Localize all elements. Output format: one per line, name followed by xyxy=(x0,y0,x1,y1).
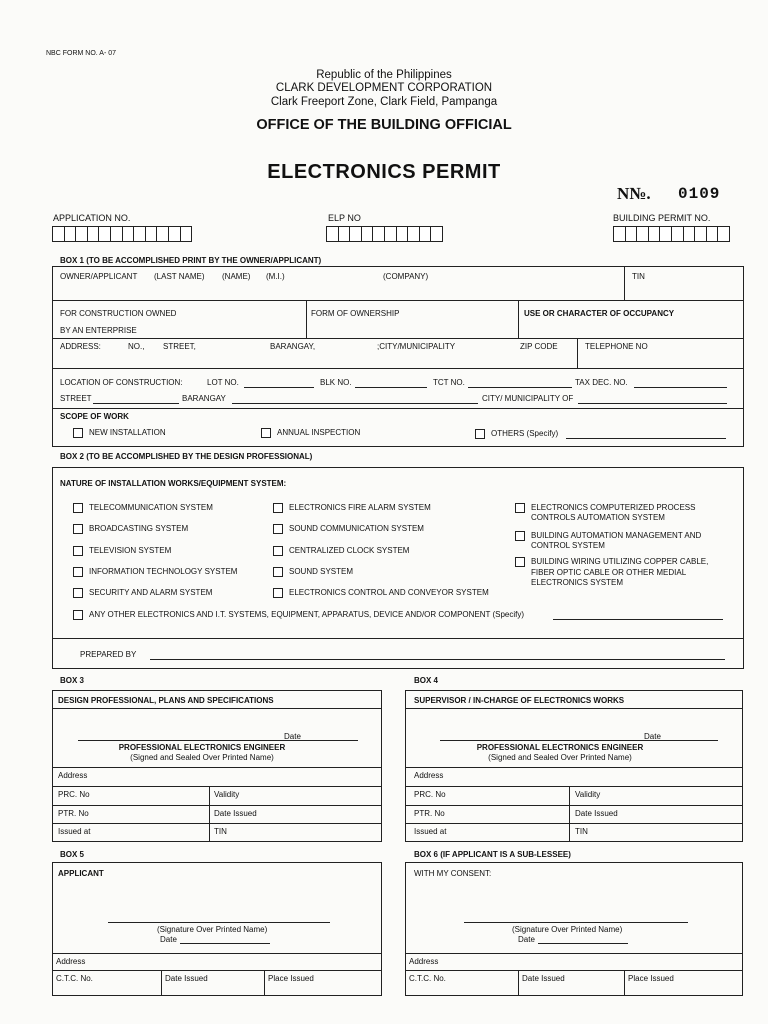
box5-title: APPLICANT xyxy=(58,869,104,878)
box4-title: SUPERVISOR / IN-CHARGE OF ELECTRONICS WORKS xyxy=(414,696,625,705)
box6-address: Address xyxy=(409,957,439,966)
checkbox-label: TELEVISION SYSTEM xyxy=(89,546,172,556)
checkbox-fire-alarm[interactable] xyxy=(273,503,431,513)
scope-others[interactable] xyxy=(475,429,558,439)
box1-heading: BOX 1 (TO BE ACCOMPLISHED PRINT BY THE OWNER/APPLICANT) xyxy=(60,256,322,265)
box3-address: Address xyxy=(58,771,88,780)
box6-date-issued: Date Issued xyxy=(522,974,565,983)
lot-no-label: LOT NO. xyxy=(207,378,239,387)
checkbox[interactable] xyxy=(515,557,525,567)
checkbox[interactable] xyxy=(273,546,283,556)
checkbox[interactable] xyxy=(73,610,83,620)
checkbox-label: ANNUAL INSPECTION xyxy=(277,428,361,438)
building-permit-no-label: BUILDING PERMIT NO. xyxy=(613,213,711,223)
use-occupancy-label: USE OR CHARACTER OF OCCUPANCY xyxy=(524,309,675,318)
box3-prc: PRC. No xyxy=(58,790,90,799)
checkbox[interactable] xyxy=(273,524,283,534)
checkbox-broadcasting[interactable] xyxy=(73,524,188,534)
checkbox-clock[interactable] xyxy=(273,546,409,556)
checkbox-building-wiring-label xyxy=(531,557,708,589)
box3-date-label: Date xyxy=(284,732,301,741)
box1 xyxy=(52,266,744,447)
header-corporation: CLARK DEVELOPMENT CORPORATION xyxy=(275,82,493,94)
box3-validity: Validity xyxy=(214,790,240,799)
box4-date-issued: Date Issued xyxy=(575,809,618,818)
box4-tin: TIN xyxy=(575,827,588,836)
tct-no-label: TCT NO. xyxy=(433,378,465,387)
box5-date: Date xyxy=(160,935,177,944)
box4-issued-at: Issued at xyxy=(414,827,447,836)
box3-tin: TIN xyxy=(214,827,227,836)
street-label: STREET xyxy=(60,394,92,403)
checkbox[interactable] xyxy=(273,503,283,513)
nature-label: NATURE OF INSTALLATION WORKS/EQUIPMENT SYSTEM: xyxy=(60,479,287,488)
mi-label: (M.I.) xyxy=(266,272,285,281)
box4-date-label: Date xyxy=(644,732,661,741)
box5-address: Address xyxy=(56,957,86,966)
application-no-field[interactable] xyxy=(52,226,191,242)
header-address: Clark Freeport Zone, Clark Field, Pampanga xyxy=(270,96,498,108)
scope-new-installation[interactable] xyxy=(73,428,166,438)
checkbox-label: INFORMATION TECHNOLOGY SYSTEM xyxy=(89,567,238,577)
box4-address: Address xyxy=(414,771,444,780)
checkbox-conveyor[interactable] xyxy=(273,588,489,598)
checkbox-label: NEW INSTALLATION xyxy=(89,428,166,438)
address-street-label: STREET, xyxy=(163,342,196,351)
box3-date-issued: Date Issued xyxy=(214,809,257,818)
box6-title: WITH MY CONSENT: xyxy=(414,869,492,878)
box6-date: Date xyxy=(518,935,535,944)
checkbox-label-line: CONTROL SYSTEM xyxy=(531,541,605,550)
serial-label: N№. xyxy=(617,184,651,203)
checkbox[interactable] xyxy=(73,428,83,438)
address-label: ADDRESS: xyxy=(60,342,101,351)
application-no-label: APPLICATION NO. xyxy=(53,213,131,223)
barangay-label: BARANGAY xyxy=(182,394,226,403)
name-label: (NAME) xyxy=(222,272,251,281)
box3-issued-at: Issued at xyxy=(58,827,91,836)
checkbox-label-line: ELECTRONICS COMPUTERIZED PROCESS xyxy=(531,503,696,512)
last-name-label: (LAST NAME) xyxy=(154,272,205,281)
checkbox[interactable] xyxy=(515,503,525,513)
company-label: (COMPANY) xyxy=(383,272,429,281)
checkbox-computerized[interactable] xyxy=(515,503,531,513)
checkbox-label: BROADCASTING SYSTEM xyxy=(89,524,189,534)
box4-prc: PRC. No xyxy=(414,790,446,799)
telephone-label: TELEPHONE NO xyxy=(585,342,648,351)
checkbox-telecom[interactable] xyxy=(73,503,213,513)
checkbox-label-line: FIBER OPTIC CABLE OR OTHER MEDIAL xyxy=(531,567,687,577)
location-label: LOCATION OF CONSTRUCTION: xyxy=(60,378,183,387)
form-number: NBC FORM NO. A- 07 xyxy=(46,50,117,57)
box2-heading: BOX 2 (TO BE ACCOMPLISHED BY THE DESIGN PROFESSIONAL) xyxy=(60,452,313,461)
checkbox[interactable] xyxy=(515,531,525,541)
checkbox-any-other[interactable] xyxy=(73,610,524,620)
box6-signature: (Signature Over Printed Name) xyxy=(512,925,623,934)
box4-validity: Validity xyxy=(575,790,601,799)
checkbox-computerized-label xyxy=(531,503,695,523)
header-republic: Republic of the Philippines xyxy=(316,69,452,81)
box3 xyxy=(52,690,382,842)
checkbox-label: TELECOMMUNICATION SYSTEM xyxy=(89,503,213,513)
zip-code-label: ZIP CODE xyxy=(520,342,558,351)
blk-no-label: BLK NO. xyxy=(320,378,352,387)
tax-dec-label: TAX DEC. NO. xyxy=(575,378,628,387)
form-ownership-label: FORM OF OWNERSHIP xyxy=(311,309,400,318)
page-title: ELECTRONICS PERMIT xyxy=(267,161,501,183)
checkbox-label: SECURITY AND ALARM SYSTEM xyxy=(89,588,213,598)
scope-annual-inspection[interactable] xyxy=(261,428,360,438)
checkbox-label-line: ELECTRONICS SYSTEM xyxy=(531,578,624,587)
checkbox-label-line: BUILDING WIRING UTILIZING COPPER CABLE, xyxy=(531,557,709,566)
checkbox-label: SOUND SYSTEM xyxy=(289,567,354,577)
tin-label: TIN xyxy=(632,272,645,281)
checkbox[interactable] xyxy=(475,429,485,439)
box4-signed: (Signed and Sealed Over Printed Name) xyxy=(488,753,632,762)
box3-ptr: PTR. No xyxy=(58,809,89,818)
checkbox-label: ELECTRONICS FIRE ALARM SYSTEM xyxy=(289,503,431,513)
address-barangay-label: BARANGAY, xyxy=(270,342,316,351)
box3-engineer: PROFESSIONAL ELECTRONICS ENGINEER xyxy=(118,743,286,752)
box5-date-issued: Date Issued xyxy=(165,974,208,983)
checkbox-television[interactable] xyxy=(73,546,171,556)
checkbox[interactable] xyxy=(73,503,83,513)
box4 xyxy=(405,690,743,842)
box3-label: BOX 3 xyxy=(60,676,85,685)
elp-no-field[interactable] xyxy=(326,226,442,242)
box5-label: BOX 5 xyxy=(60,850,85,859)
box6-label: BOX 6 (IF APPLICANT IS A SUB-LESSEE) xyxy=(414,850,571,859)
building-permit-no-field[interactable] xyxy=(613,226,729,242)
checkbox-building-automation-label xyxy=(531,531,701,551)
checkbox-label: ELECTRONICS CONTROL AND CONVEYOR SYSTEM xyxy=(289,588,489,598)
box5-signature: (Signature Over Printed Name) xyxy=(157,925,268,934)
prepared-by-label: PREPARED BY xyxy=(80,650,137,659)
checkbox-label-line: CONTROLS AUTOMATION SYSTEM xyxy=(531,513,665,522)
construction-owned-label: FOR CONSTRUCTION OWNED xyxy=(60,309,177,318)
checkbox[interactable] xyxy=(273,567,283,577)
elp-no-label: ELP NO xyxy=(328,213,361,223)
checkbox-label-line: BUILDING AUTOMATION MANAGEMENT AND xyxy=(531,531,702,540)
by-enterprise-label: BY AN ENTERPRISE xyxy=(60,326,137,335)
checkbox[interactable] xyxy=(73,567,83,577)
checkbox[interactable] xyxy=(273,588,283,598)
checkbox[interactable] xyxy=(73,546,83,556)
box6-place-issued: Place Issued xyxy=(628,974,674,983)
office-title: OFFICE OF THE BUILDING OFFICIAL xyxy=(256,117,512,133)
box5-ctc: C.T.C. No. xyxy=(56,974,93,983)
box5-place-issued: Place Issued xyxy=(268,974,314,983)
checkbox-it[interactable] xyxy=(73,567,237,577)
checkbox-sound-comm[interactable] xyxy=(273,524,424,534)
checkbox[interactable] xyxy=(73,524,83,534)
checkbox-label: CENTRALIZED CLOCK SYSTEM xyxy=(289,546,410,556)
checkbox-label: SOUND COMMUNICATION SYSTEM xyxy=(289,524,424,534)
box4-label: BOX 4 xyxy=(414,676,439,685)
box3-title: DESIGN PROFESSIONAL, PLANS AND SPECIFICATIONS xyxy=(58,696,274,705)
box4-engineer: PROFESSIONAL ELECTRONICS ENGINEER xyxy=(476,743,644,752)
checkbox[interactable] xyxy=(73,588,83,598)
checkbox[interactable] xyxy=(261,428,271,438)
box6-ctc: C.T.C. No. xyxy=(409,974,446,983)
checkbox-label: OTHERS (Specify) xyxy=(491,429,559,439)
checkbox-security[interactable] xyxy=(73,588,212,598)
checkbox-sound[interactable] xyxy=(273,567,353,577)
scope-label: SCOPE OF WORK xyxy=(60,412,129,421)
box4-ptr: PTR. No xyxy=(414,809,445,818)
box3-signed: (Signed and Sealed Over Printed Name) xyxy=(130,753,274,762)
address-no-label: NO., xyxy=(128,342,145,351)
city-label: CITY/ MUNICIPALITY OF xyxy=(482,394,574,403)
checkbox-building-automation[interactable] xyxy=(515,531,531,541)
owner-label: OWNER/APPLICANT xyxy=(60,272,138,281)
checkbox-label: ANY OTHER ELECTRONICS AND I.T. SYSTEMS, EQUIPMENT, APPARATUS, DEVICE AND/OR COMPONENT (Specify) xyxy=(89,610,525,620)
serial-number: 0109 xyxy=(678,185,721,203)
checkbox-building-wiring[interactable] xyxy=(515,557,531,567)
address-city-label: ;CITY/MUNICIPALITY xyxy=(377,342,456,351)
